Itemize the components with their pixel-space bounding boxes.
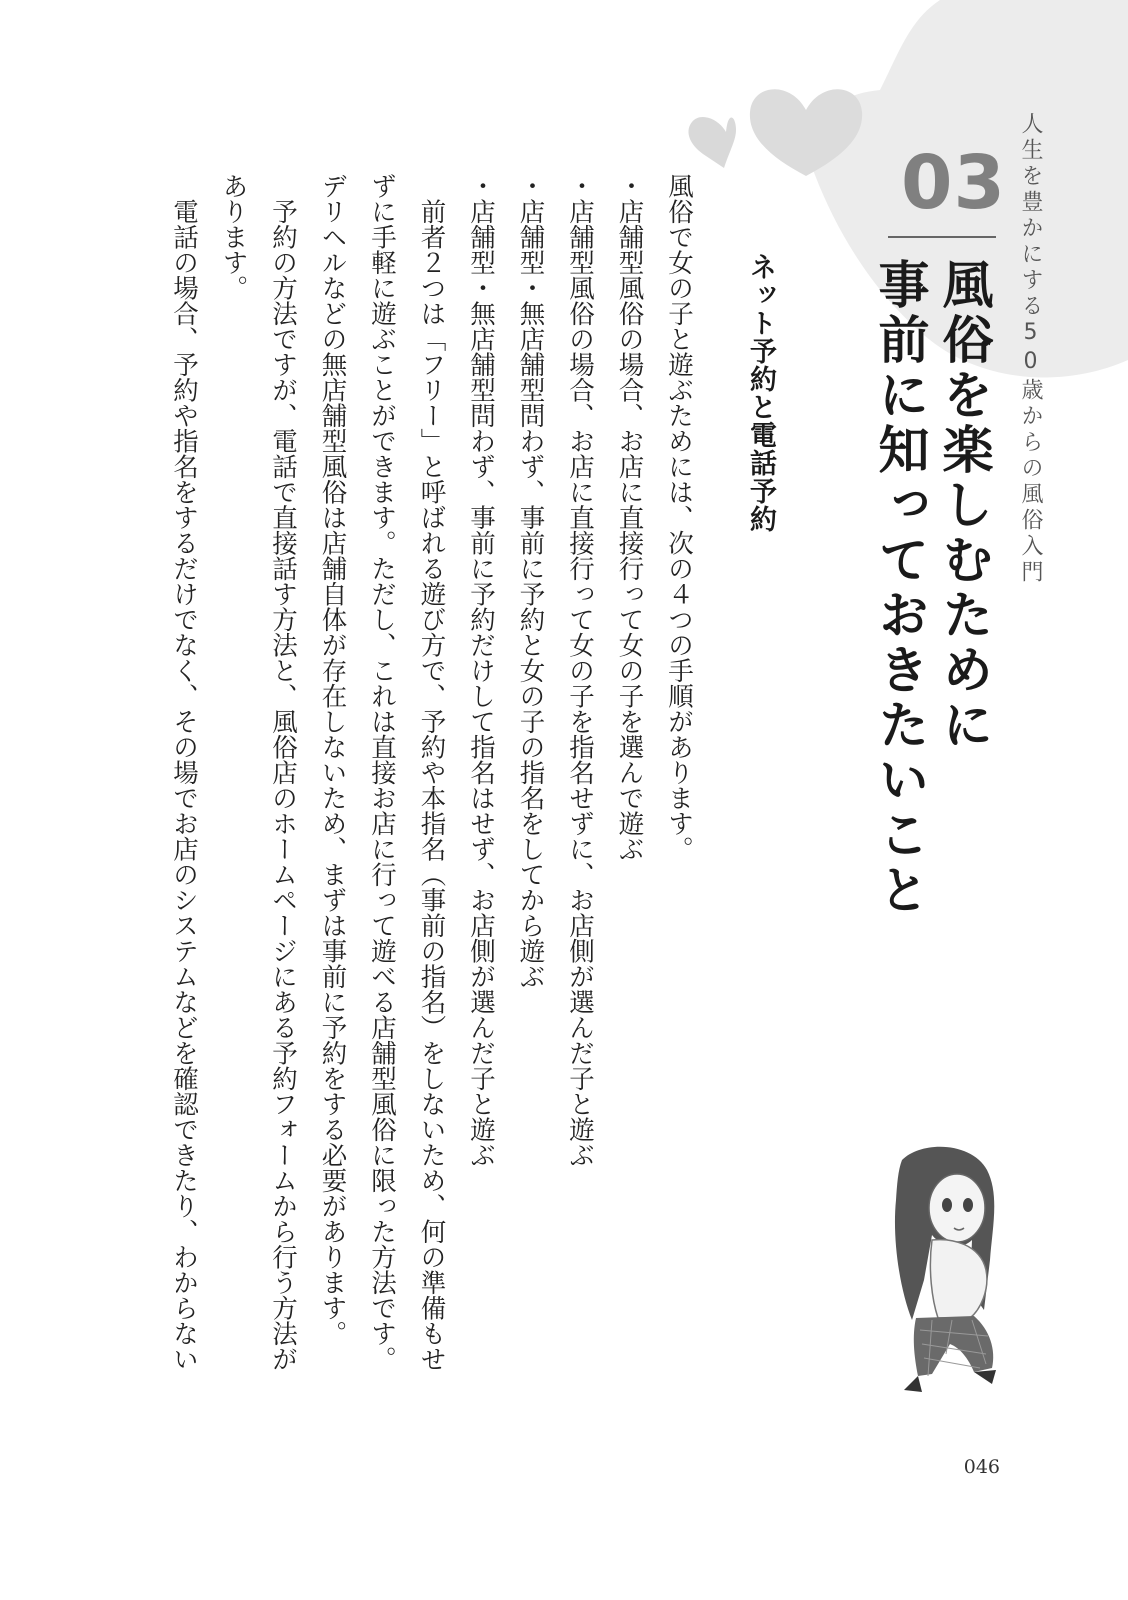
page-number: 046 xyxy=(963,1456,1000,1478)
body-column: ・店舗型風俗の場合、お店に直接行って女の子を選んで遊ぶ xyxy=(614,173,645,862)
chapter-number: 03 xyxy=(901,140,1006,226)
chapter-divider xyxy=(888,236,996,238)
title-line: 事前に知っておきたいこと xyxy=(869,258,928,918)
body-column: ずに手軽に遊ぶことができます。ただし、これは直接お店に行って遊べる店舗型風俗に限った方法です。 xyxy=(367,173,397,1372)
body-column: ・店舗型・無店舗型問わず、事前に予約と女の子の指名をしてから遊ぶ xyxy=(515,173,546,989)
body-column: デリヘルなどの無店舗型風俗は店舗自体が存在しないため、まずは事前に予約をする必要があります。 xyxy=(317,173,348,1346)
mascot-illustration xyxy=(862,1140,1002,1400)
title-line: 風俗を楽しむために xyxy=(933,258,992,753)
series-title: 人生を豊かにする50歳からの風俗入門 xyxy=(1018,112,1043,586)
page-title xyxy=(866,258,994,918)
section-heading: ネット予約と電話予約 xyxy=(745,253,776,533)
body-text xyxy=(159,173,704,1372)
body-column: 予約の方法ですが、電話で直接話す方法と、風俗店のホームページにある予約フォームから行う方法が xyxy=(268,173,298,1372)
body-column: 前者２つは「フリー」と呼ばれる遊び方で、予約や本指名（事前の指名）をしないため、何の準備もせ xyxy=(416,173,447,1372)
body-column: ・店舗型風俗の場合、お店に直接行って女の子を指名せずに、お店側が選んだ子と遊ぶ xyxy=(565,173,595,1168)
body-column: 電話の場合、予約や指名をするだけでなく、その場でお店のシステムなどを確認できたり、わからない xyxy=(169,173,199,1372)
body-column: 風俗で女の子と遊ぶためには、次の４つの手順があります。 xyxy=(664,173,694,862)
body-column: ・店舗型・無店舗型問わず、事前に予約だけして指名はせず、お店側が選んだ子と遊ぶ xyxy=(466,173,496,1168)
body-column: あります。 xyxy=(218,173,249,301)
heart-icon xyxy=(688,117,736,168)
